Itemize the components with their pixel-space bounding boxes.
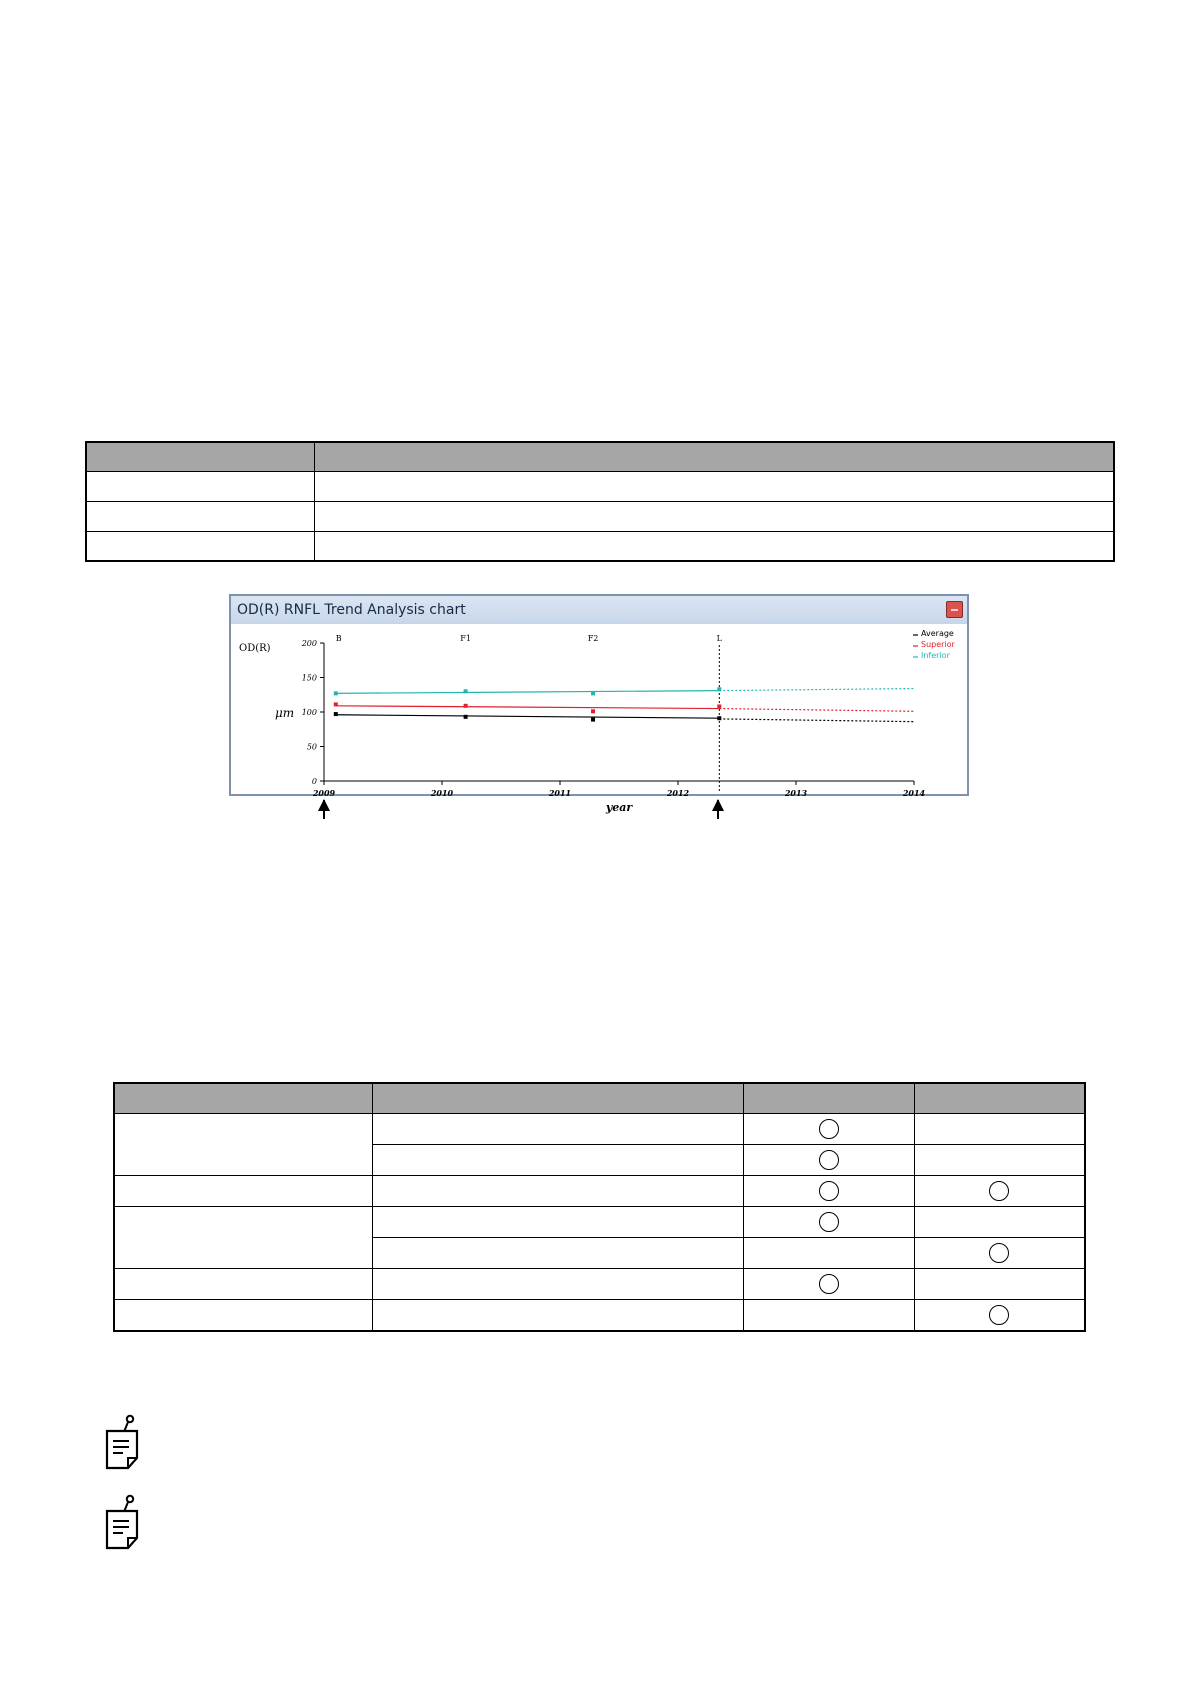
info-table-row (86, 531, 1114, 561)
circle-mark-icon (989, 1181, 1009, 1201)
trend-line-average (336, 715, 720, 718)
y-tick-label: 150 (301, 673, 317, 683)
x-tick-label: 2011 (548, 788, 572, 798)
data-point-average (717, 716, 721, 720)
data-point-superior (591, 709, 595, 713)
legend-label-average: Average (921, 629, 954, 638)
x-tick-label: 2009 (312, 788, 336, 798)
projection-line-inferior (719, 689, 914, 691)
legend-label-superior: Superior (921, 640, 955, 649)
data-point-superior (464, 704, 468, 708)
table-row (114, 1176, 1085, 1207)
circle-mark-icon (989, 1305, 1009, 1325)
memo-pin-icon (104, 1494, 144, 1554)
circle-mark-icon (819, 1274, 839, 1294)
window-title: OD(R) RNFL Trend Analysis chart (231, 596, 967, 624)
info-table (85, 441, 1115, 562)
data-point-superior (334, 702, 338, 706)
circle-mark-icon (989, 1243, 1009, 1263)
trend-chart (231, 624, 967, 814)
x-tick-label: 2013 (784, 788, 808, 798)
exam-marker-label: B (335, 634, 342, 643)
trend-line-superior (336, 706, 720, 709)
projection-line-average (719, 719, 914, 722)
info-table-row (86, 471, 1114, 501)
info-table-row (86, 501, 1114, 531)
circle-mark-icon (819, 1119, 839, 1139)
function-table (113, 1082, 1086, 1332)
data-point-average (591, 718, 595, 722)
info-table-header (86, 442, 1114, 471)
trend-line-inferior (336, 691, 720, 694)
memo-pin-icon (104, 1414, 144, 1474)
exam-marker-label: L (716, 634, 722, 643)
data-point-inferior (464, 689, 468, 693)
y-tick-label: 100 (301, 708, 317, 717)
data-point-average (334, 712, 338, 716)
data-point-inferior (591, 691, 595, 695)
table-row (114, 1207, 1085, 1238)
latest-arrow-icon (717, 800, 719, 819)
baseline-arrow-icon (323, 800, 325, 819)
data-point-superior (717, 704, 721, 708)
table-row (114, 1300, 1085, 1332)
x-tick-label: 2012 (666, 788, 690, 798)
circle-mark-icon (819, 1150, 839, 1170)
y-tick-label: 200 (301, 639, 317, 648)
table-row (114, 1269, 1085, 1300)
y-tick-label: 50 (306, 742, 317, 752)
x-axis-label: year (605, 801, 633, 814)
circle-mark-icon (819, 1181, 839, 1201)
circle-mark-icon (819, 1212, 839, 1232)
data-point-inferior (334, 691, 338, 695)
x-tick-label: 2010 (430, 788, 454, 798)
y-axis-label: μm (275, 706, 295, 720)
trend-analysis-window (229, 594, 969, 814)
x-tick-label: 2014 (902, 788, 926, 798)
exam-marker-label: F2 (587, 634, 599, 643)
y-tick-label: 0 (311, 777, 317, 786)
projection-line-superior (719, 709, 914, 712)
close-icon[interactable] (946, 601, 963, 618)
exam-marker-label: F1 (460, 634, 471, 643)
table-row (114, 1114, 1085, 1145)
legend-label-inferior: Inferior (921, 651, 950, 660)
function-table-header (114, 1083, 1085, 1114)
chart-title: OD(R) (239, 643, 271, 654)
data-point-inferior (717, 687, 721, 691)
data-point-average (464, 715, 468, 719)
